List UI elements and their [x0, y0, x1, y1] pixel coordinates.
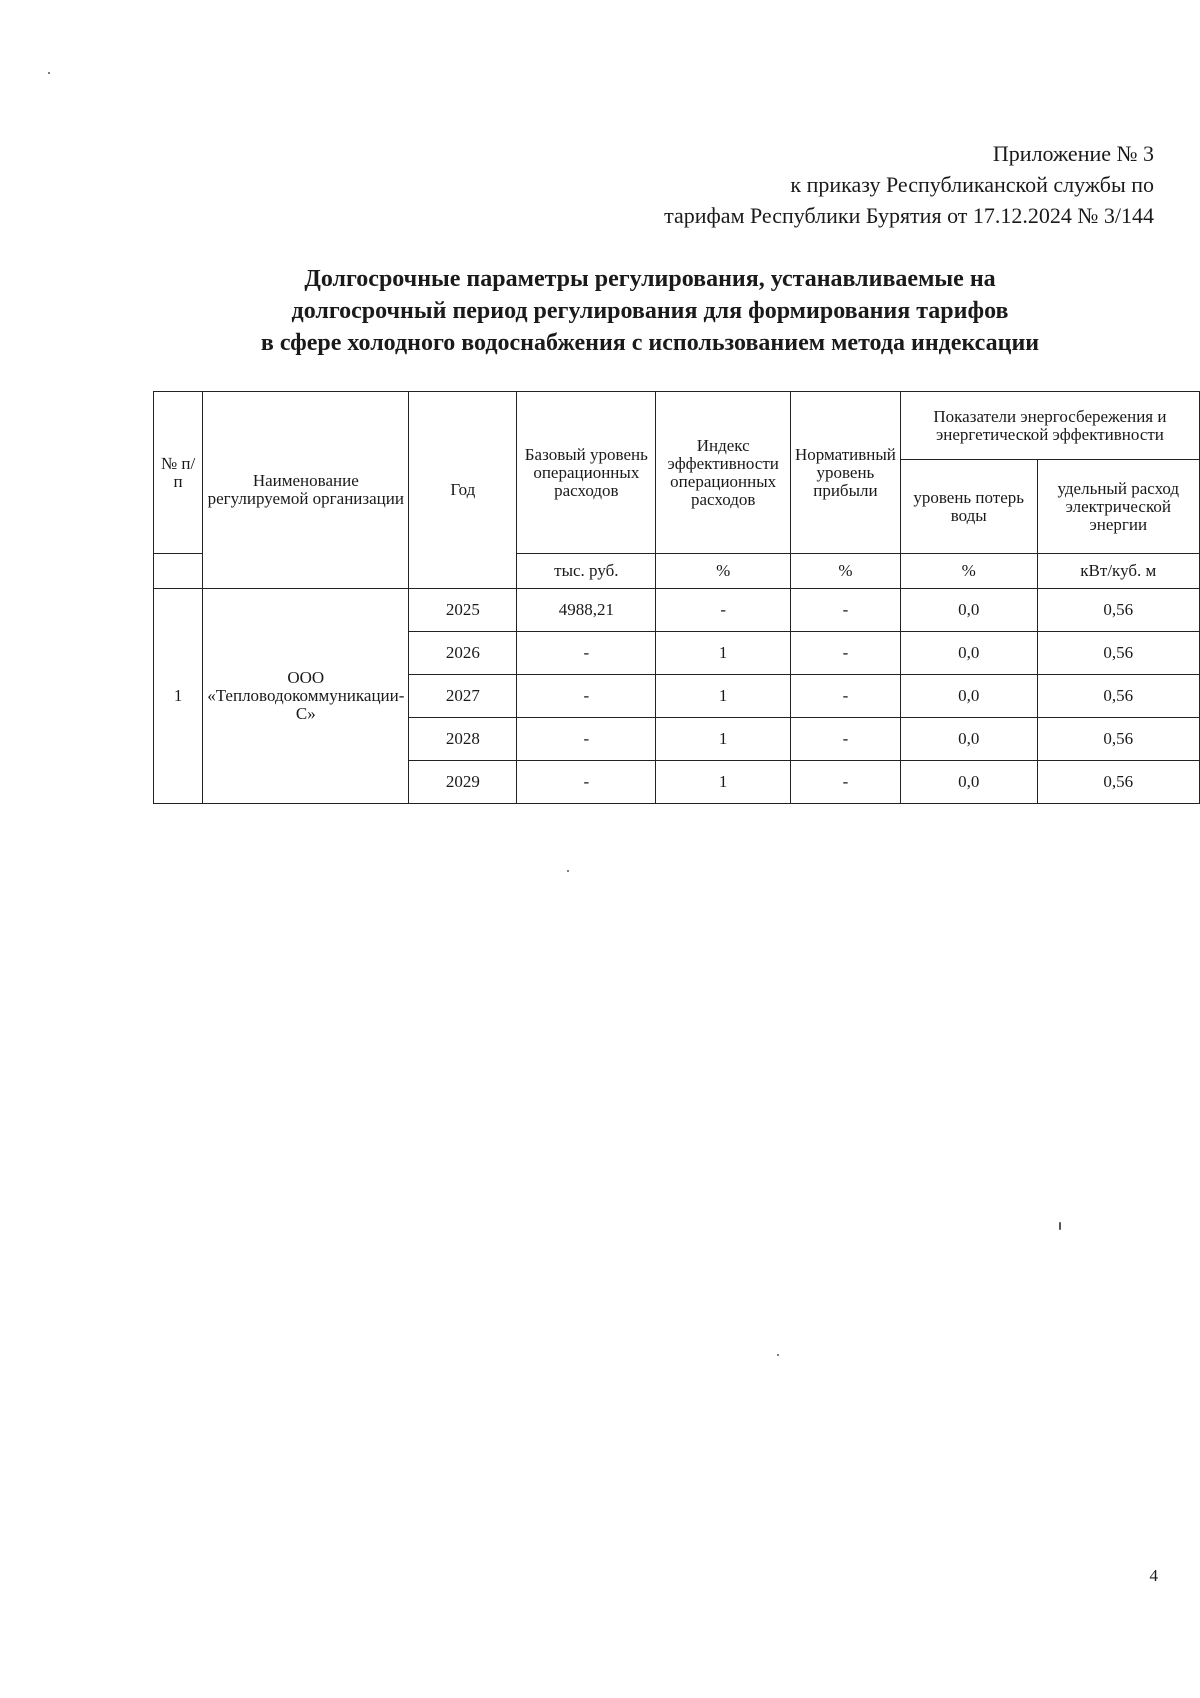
scan-speck — [567, 870, 569, 872]
cell-water-loss: 0,0 — [900, 589, 1037, 632]
cell-water-loss: 0,0 — [900, 761, 1037, 804]
header-base-opex: Базовый уровень операционных расходов — [517, 392, 656, 554]
scan-speck — [777, 1354, 779, 1356]
cell-normative-profit: - — [790, 632, 900, 675]
cell-normative-profit: - — [790, 718, 900, 761]
regulation-parameters-table — [153, 391, 1200, 804]
cell-electric-consumption: 0,56 — [1037, 718, 1199, 761]
cell-normative-profit: - — [790, 589, 900, 632]
org-name: ООО «Тепловодокоммуникации-С» — [203, 589, 409, 804]
title-line-3: в сфере холодного водоснабжения с использованием метода индексации — [260, 330, 1040, 356]
cell-electric-consumption: 0,56 — [1037, 632, 1199, 675]
page-number: 4 — [1149, 1566, 1158, 1585]
cell-year: 2028 — [409, 718, 517, 761]
cell-normative-profit: - — [790, 675, 900, 718]
cell-water-loss: 0,0 — [900, 675, 1037, 718]
header-electric-consumption: удельный расход электрической энергии — [1037, 460, 1199, 554]
cell-efficiency-index: 1 — [656, 675, 791, 718]
header-water-loss: уровень потерь воды — [900, 460, 1037, 554]
header-year: Год — [409, 392, 517, 589]
title-line-1: Долгосрочные параметры регулирования, устанавливаемые на — [304, 266, 996, 292]
cell-efficiency-index: 1 — [656, 718, 791, 761]
appendix-line-1: Приложение № 3 — [992, 141, 1154, 166]
header-num: № п/п — [154, 392, 203, 554]
cell-electric-consumption: 0,56 — [1037, 761, 1199, 804]
appendix-block — [664, 138, 1154, 231]
scan-speck — [48, 72, 50, 74]
units-num-cell — [154, 554, 203, 589]
cell-efficiency-index: - — [656, 589, 791, 632]
title-line-2: долгосрочный период регулирования для формирования тарифов — [291, 298, 1009, 324]
table-row — [154, 589, 1200, 632]
header-organization: Наименование регулируемой организации — [203, 392, 409, 589]
cell-year: 2025 — [409, 589, 517, 632]
unit-water-loss: % — [900, 554, 1037, 589]
cell-water-loss: 0,0 — [900, 718, 1037, 761]
unit-electric-consumption: кВт/куб. м — [1037, 554, 1199, 589]
org-number: 1 — [154, 589, 203, 804]
cell-base-opex: - — [517, 675, 656, 718]
cell-year: 2027 — [409, 675, 517, 718]
unit-efficiency-index: % — [656, 554, 791, 589]
cell-year: 2026 — [409, 632, 517, 675]
cell-efficiency-index: 1 — [656, 761, 791, 804]
cell-base-opex: 4988,21 — [517, 589, 656, 632]
cell-electric-consumption: 0,56 — [1037, 675, 1199, 718]
header-energy-group: Показатели энергосбережения и энергетической эффективности — [900, 392, 1199, 460]
document-title — [150, 263, 1150, 359]
cell-base-opex: - — [517, 632, 656, 675]
appendix-line-2: к приказу Республиканской службы по — [790, 172, 1154, 197]
unit-normative-profit: % — [790, 554, 900, 589]
unit-base-opex: тыс. руб. — [517, 554, 656, 589]
cell-efficiency-index: 1 — [656, 632, 791, 675]
cell-base-opex: - — [517, 718, 656, 761]
appendix-line-3: тарифам Республики Бурятия от 17.12.2024 № 3/144 — [664, 203, 1154, 228]
header-normative-profit: Нормативный уровень прибыли — [790, 392, 900, 554]
cell-water-loss: 0,0 — [900, 632, 1037, 675]
header-efficiency-index: Индекс эффективности операционных расходов — [656, 392, 791, 554]
cell-normative-profit: - — [790, 761, 900, 804]
cell-electric-consumption: 0,56 — [1037, 589, 1199, 632]
scan-speck — [1059, 1222, 1061, 1230]
cell-base-opex: - — [517, 761, 656, 804]
cell-year: 2029 — [409, 761, 517, 804]
